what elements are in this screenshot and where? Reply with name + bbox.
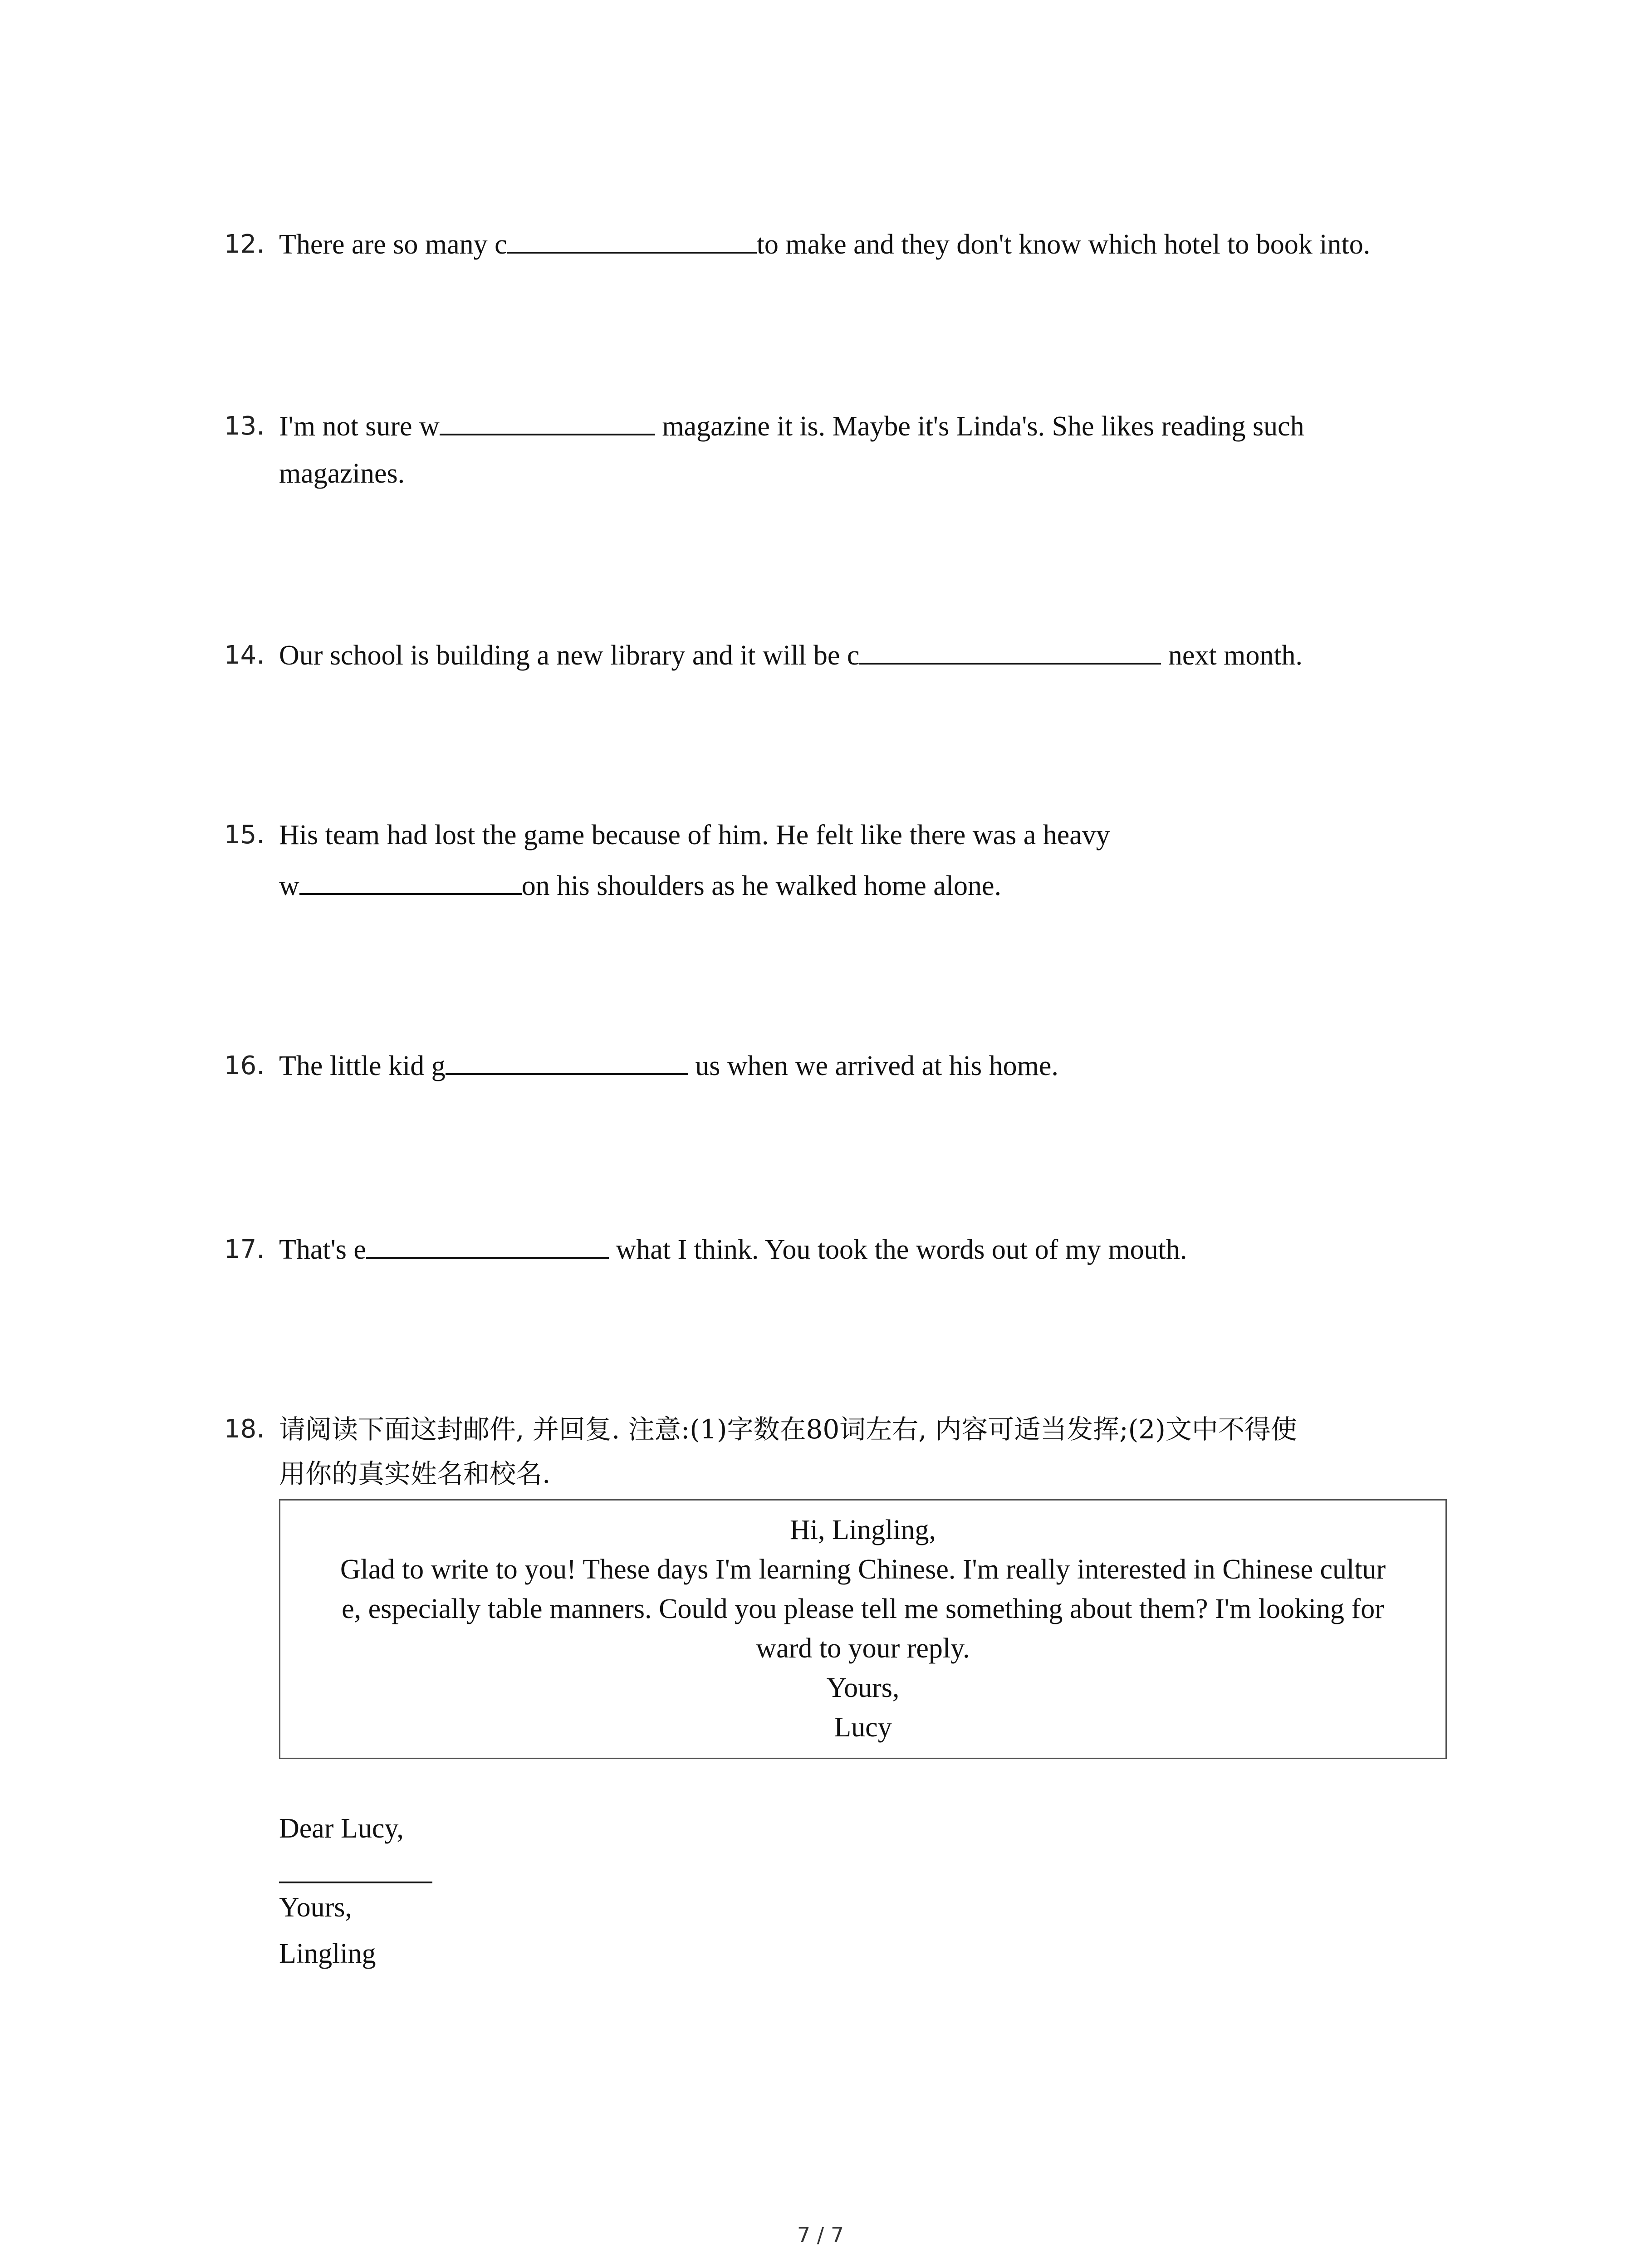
email-body-line: Glad to write to you! These days I'm learning Chinese. I'm really interested in Chinese cultur: [340, 1554, 1386, 1585]
email-closing: Yours,: [826, 1672, 900, 1703]
question-text: I'm not sure w: [279, 411, 440, 442]
email-greeting: Hi, Lingling,: [789, 1515, 936, 1545]
question-text: next month.: [1161, 640, 1303, 671]
question-text: magazine it is. Maybe it's Linda's. She likes reading such: [655, 411, 1304, 442]
question-16: [224, 1042, 1449, 1090]
reply-section: [279, 1805, 432, 1977]
question-continuation: magazines.: [279, 458, 405, 489]
question-number: 18.: [224, 1414, 265, 1444]
question-number: 13.: [224, 411, 265, 441]
question-17: [224, 1226, 1449, 1273]
question-18: [224, 1407, 1449, 1496]
question-12: [224, 221, 1449, 268]
answer-blank[interactable]: [859, 635, 1161, 665]
question-text: The little kid g: [279, 1051, 446, 1081]
question-line: [279, 403, 1449, 450]
instruction-line: 用你的真实姓名和校名.: [279, 1458, 551, 1489]
email-body-line: ward to your reply.: [756, 1633, 970, 1664]
answer-blank[interactable]: [440, 406, 655, 435]
instruction-line: 请阅读下面这封邮件, 并回复. 注意:(1)字数在80词左右, 内容可适当发挥;(2)文中不得使: [279, 1414, 1297, 1445]
question-line: His team had lost the game because of him. He felt like there was a heavy: [279, 820, 1110, 850]
email-signature: Lucy: [834, 1712, 892, 1743]
question-text: what I think. You took the words out of my mouth.: [608, 1234, 1187, 1265]
question-number: 12.: [224, 230, 265, 259]
question-text: That's e: [279, 1234, 366, 1265]
question-number: 14.: [224, 640, 265, 670]
question-text: us when we arrived at his home.: [688, 1051, 1058, 1081]
question-15: [224, 810, 1449, 911]
question-number: 17.: [224, 1235, 265, 1264]
question-text: to make and they don't know which hotel to book into.: [756, 229, 1371, 260]
page-number: 7 / 7: [797, 2223, 844, 2247]
reply-signature: Lingling: [279, 1938, 376, 1969]
question-text: w: [279, 870, 299, 901]
reply-closing: Yours,: [279, 1892, 352, 1923]
question-number: 16.: [224, 1051, 265, 1080]
email-body-line: e, especially table manners. Could you please tell me something about them? I'm looking for: [342, 1593, 1384, 1624]
question-text: on his shoulders as he walked home alone.: [521, 870, 1001, 901]
reply-answer-blank[interactable]: [279, 1852, 432, 1883]
question-text: There are so many c: [279, 229, 507, 260]
answer-blank[interactable]: [299, 865, 522, 895]
email-box: [279, 1499, 1447, 1759]
reply-greeting: Dear Lucy,: [279, 1813, 404, 1844]
question-13: [224, 403, 1449, 497]
question-14: [224, 632, 1449, 679]
question-text: Our school is building a new library and it will be c: [279, 640, 860, 671]
answer-blank[interactable]: [366, 1229, 609, 1259]
answer-blank[interactable]: [507, 224, 757, 254]
question-number: 15.: [224, 820, 265, 850]
answer-blank[interactable]: [446, 1045, 688, 1075]
question-line: [279, 860, 1449, 911]
